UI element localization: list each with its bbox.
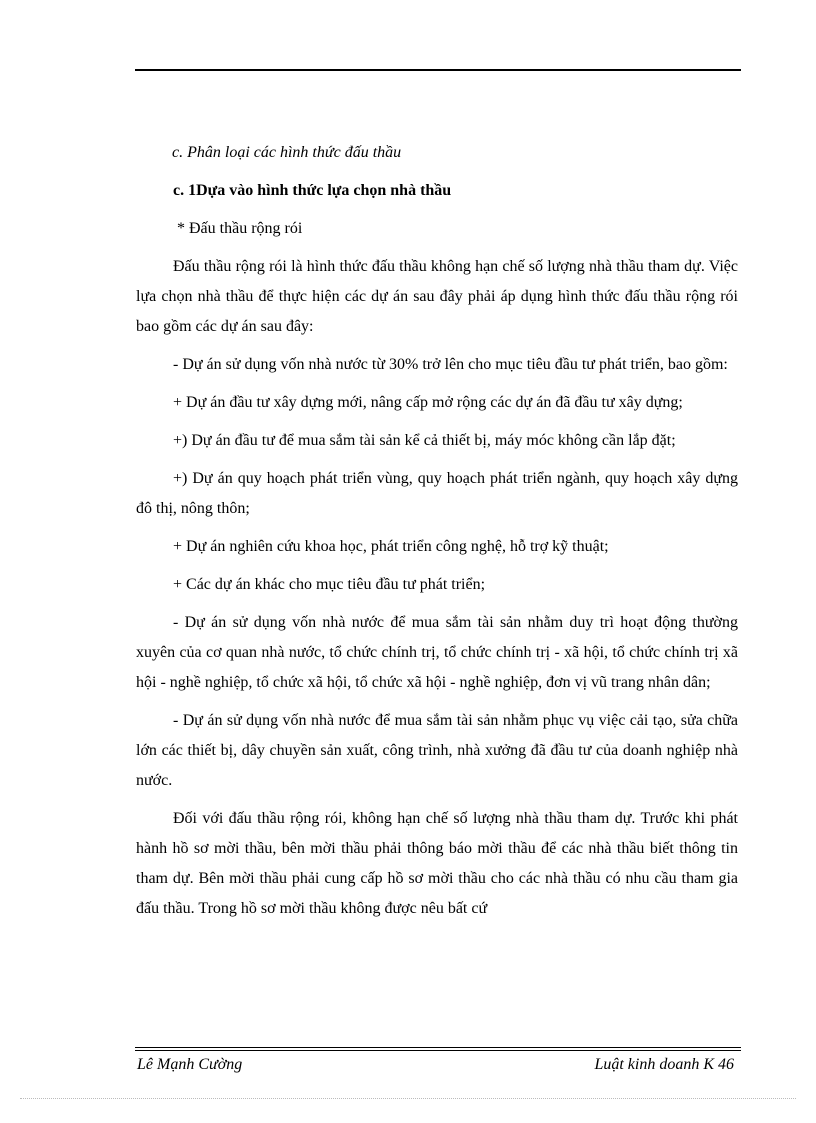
footer-author: Lê Mạnh Cường	[137, 1056, 243, 1073]
header-rule	[135, 69, 741, 71]
paragraph: + Dự án đầu tư xây dựng mới, nâng cấp mở rộng các dự án đã đầu tư xây dựng;	[173, 394, 683, 411]
paragraph: - Dự án sử dụng vốn nhà nước từ 30% trở lên cho mục tiêu đầu tư phát triển, bao gồm:	[173, 356, 728, 373]
paragraph: +) Dự án đầu tư để mua sắm tài sản kể cả thiết bị, máy móc không cần lắp đặt;	[173, 432, 676, 449]
page-content	[136, 138, 738, 924]
paragraph: - Dự án sử dụng vốn nhà nước để mua sắm tài sản nhằm phục vụ việc cải tạo, sửa chữa lớn các thiết bị, dây chuyền sản xuất, công trình, nhà xưởng đã đầu tư của doanh nghiệp nhà nước.	[136, 712, 738, 789]
subsection-title: c. 1Dựa vào hình thức lựa chọn nhà thầu	[173, 182, 452, 199]
page-edge-marker	[20, 1098, 796, 1099]
footer-course: Luật kinh doanh K 46	[594, 1056, 734, 1073]
paragraph: - Dự án sử dụng vốn nhà nước để mua sắm tài sản nhằm duy trì hoạt động thường xuyên của cơ quan nhà nước, tổ chức chính trị, tổ chức chính trị - xã hội, tổ chức chính trị xã hội - nghề nghiệp, tổ chức xã hội, tổ chức xã hội - nghề nghiệp, đơn vị vũ trang nhân dân;	[136, 614, 738, 691]
paragraph: Đấu thầu rộng rói là hình thức đấu thầu không hạn chế số lượng nhà thầu tham dự. Việc lựa chọn nhà thầu để thực hiện các dự án sau đây phải áp dụng hình thức đấu thầu rộng rói bao gồm các dự án sau đây:	[136, 258, 738, 335]
section-title: c. Phân loại các hình thức đấu thầu	[172, 144, 402, 161]
paragraph: + Các dự án khác cho mục tiêu đầu tư phát triển;	[173, 576, 486, 593]
bullet-heading: * Đấu thầu rộng rói	[177, 220, 303, 237]
paragraph: + Dự án nghiên cứu khoa học, phát triển công nghệ, hỗ trợ kỹ thuật;	[173, 538, 609, 555]
paragraph: Đối với đấu thầu rộng rói, không hạn chế số lượng nhà thầu tham dự. Trước khi phát hành hồ sơ mời thầu, bên mời thầu phải thông báo mời thầu để các nhà thầu biết thông tin tham dự. Bên mời thầu phải cung cấp hồ sơ mời thầu cho các nhà thầu có nhu cầu tham gia đấu thầu. Trong hồ sơ mời thầu không được nêu bất cứ	[136, 810, 738, 917]
footer-rule	[135, 1047, 741, 1048]
paragraph: +) Dự án quy hoạch phát triển vùng, quy hoạch phát triển ngành, quy hoạch xây dựng đô thị, nông thôn;	[136, 470, 738, 517]
footer-rule-secondary	[135, 1050, 741, 1051]
